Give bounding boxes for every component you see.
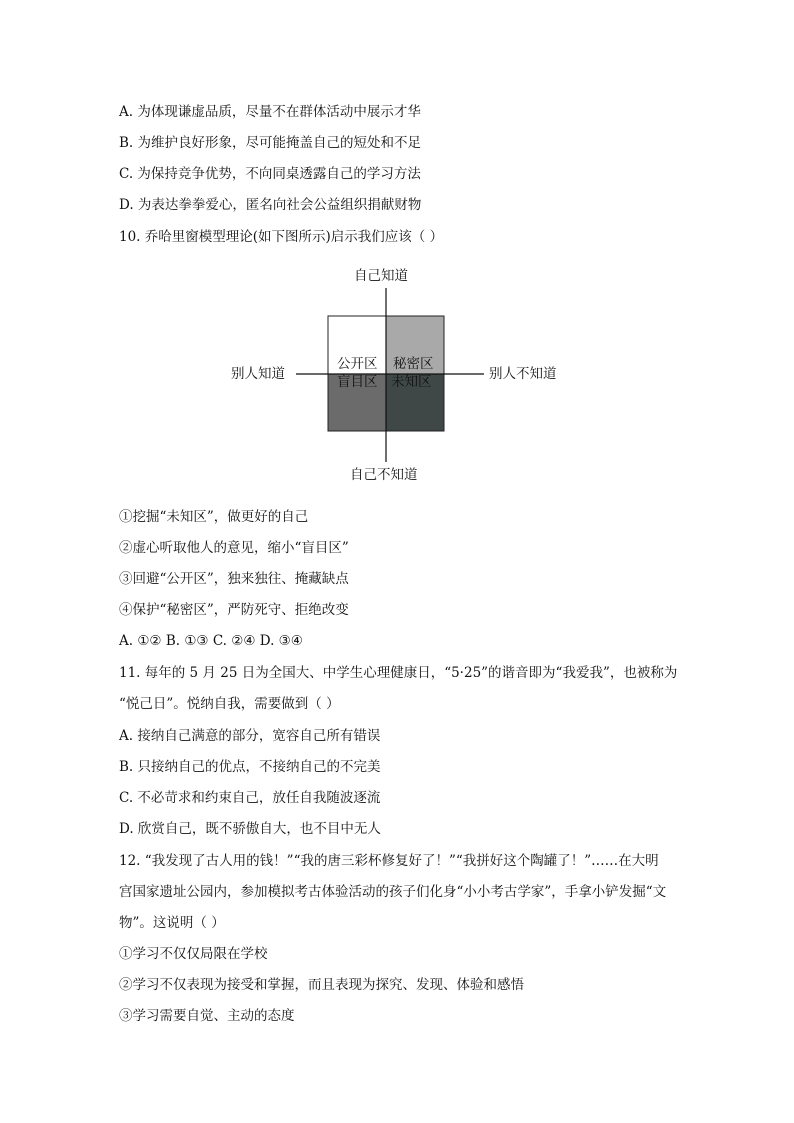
johari-window-diagram [0,0,794,500]
label-others-know: 别人知道 [231,366,285,382]
option-d: D. 欣赏自己，既不骄傲自大，也不目中无人 [119,821,381,837]
quadrant-secret-label: 秘密区 [393,356,434,372]
johari-window-svg [0,0,794,500]
statement-1: ①学习不仅仅局限在学校 [119,946,268,962]
label-others-unknown: 别人不知道 [489,366,557,382]
question-stem: 10. 乔哈里窗模型理论(如下图所示)启示我们应该（ ） [119,229,444,245]
option-b: B. 为维护良好形象，尽可能掩盖自己的短处和不足 [119,135,422,151]
statement-2: ②学习不仅表现为接受和掌握，而且表现为探究、发现、体验和感悟 [119,977,524,993]
statement-3: ③回避“公开区”，独来独往、掩藏缺点 [119,571,349,587]
label-self-knows: 自己知道 [354,268,408,284]
option-a: A. 为体现谦虚品质，尽量不在群体活动中展示才华 [119,104,421,120]
option-d: D. 为表达拳拳爱心，匿名向社会公益组织捐献财物 [119,197,422,213]
option-c: C. 不必苛求和约束自己，放任自我随波逐流 [119,790,381,806]
answer-choices: A. ①② B. ①③ C. ②④ D. ③④ [119,633,303,649]
statement-4: ④保护“秘密区”，严防死守、拒绝改变 [119,602,349,618]
option-c: C. 为保持竞争优势，不向同桌透露自己的学习方法 [119,166,421,182]
statement-1: ①挖掘“未知区”，做更好的自己 [119,509,309,525]
question-stem-line-3: 物”。这说明（ ） [119,915,225,931]
option-b: B. 只接纳自己的优点，不接纳自己的不完美 [119,759,381,775]
option-a: A. 接纳自己满意的部分，宽容自己所有错误 [119,728,381,744]
label-self-unknown: 自己不知道 [350,467,418,483]
quadrant-blind-label: 盲目区 [337,374,378,390]
statement-3: ③学习需要自觉、主动的态度 [119,1008,295,1024]
question-stem-line-1: 12. “我发现了古人用的钱！”“我的唐三彩杯修复好了！”“我拼好这个陶罐了！”……在大明 [119,853,659,869]
quadrant-open-label: 公开区 [337,356,378,372]
statement-2: ②虚心听取他人的意见，缩小“盲目区” [119,540,349,556]
question-stem-line-1: 11. 每年的 5 月 25 日为全国大、中学生心理健康日，“5·25”的谐音即为“我爱我”，也被称为 [119,665,678,681]
quadrant-unknown-label: 未知区 [391,374,432,390]
question-stem-line-2: 宫国家遗址公园内，参加模拟考古体验活动的孩子们化身“小小考古学家”，手拿小铲发掘“文 [119,884,667,900]
question-stem-line-2: “悦己日”。悦纳自我，需要做到（ ） [119,696,340,712]
